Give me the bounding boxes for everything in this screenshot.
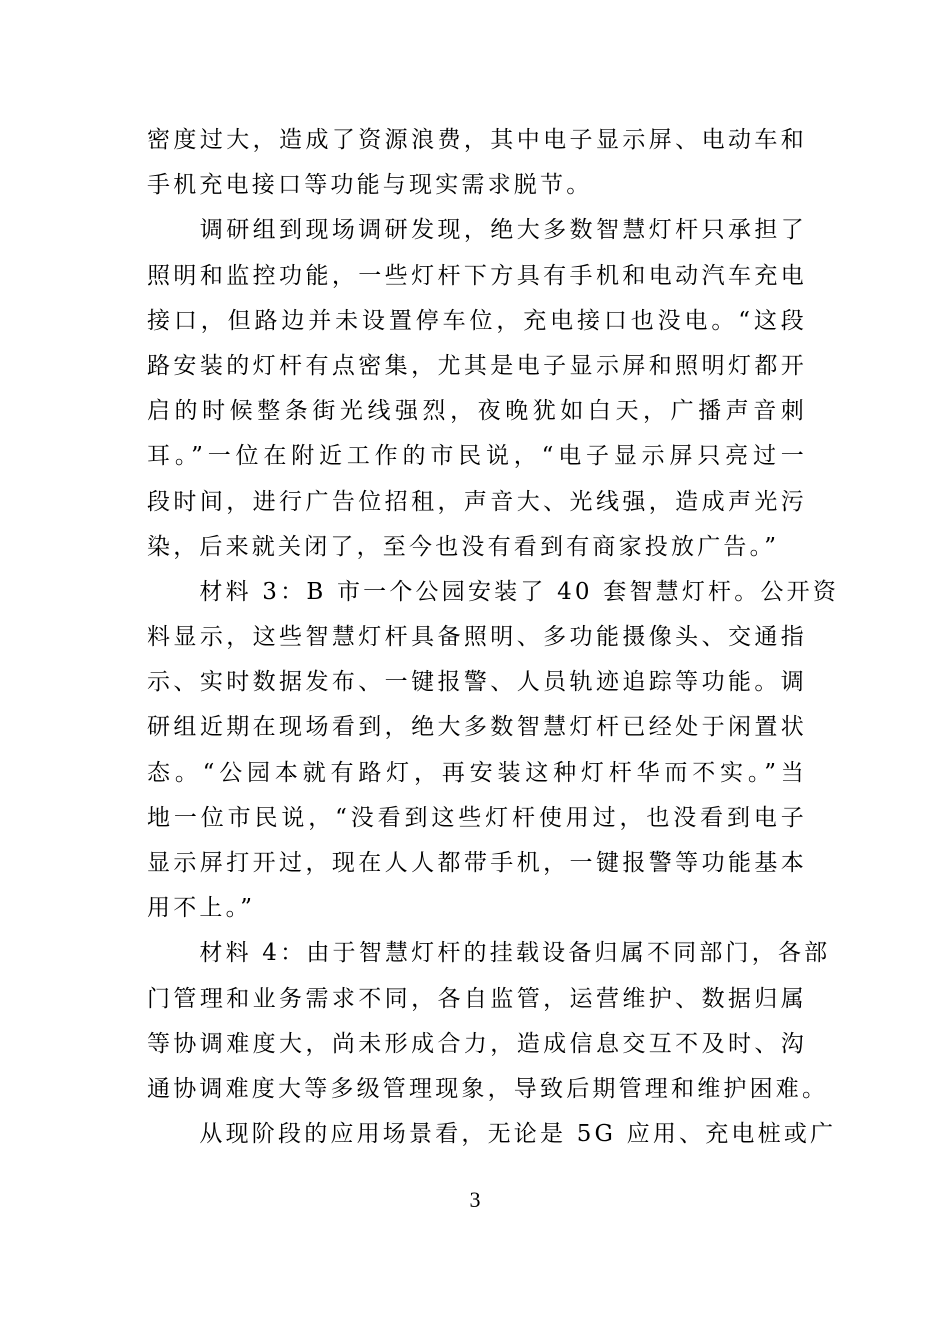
text-line: 接口，但路边并未设置停车位，充电接口也没电。“这段 [147, 307, 807, 334]
text-line: 照明和监控功能，一些灯杆下方具有手机和电动汽车充电 [147, 262, 807, 289]
text-line: 密度过大，造成了资源浪费，其中电子显示屏、电动车和 [147, 127, 807, 153]
text-line: 路安装的灯杆有点密集，尤其是电子显示屏和照明灯都开 [147, 352, 807, 379]
text-line: 耳。”一位在附近工作的市民说，“电子显示屏只亮过一 [147, 443, 807, 470]
text-line: 通协调难度大等多级管理现象，导致后期管理和维护困难。 [147, 1075, 829, 1102]
text-line: 等协调难度大，尚未形成合力，造成信息交互不及时、沟 [147, 1030, 807, 1057]
text-line: 从现阶段的应用场景看，无论是 5G 应用、充电桩或广 [147, 1121, 837, 1148]
text-line: 材料 4：由于智慧灯杆的挂载设备归属不同部门，各部 [147, 940, 831, 967]
text-line: 研组近期在现场看到，绝大多数智慧灯杆已经处于闲置状 [147, 714, 807, 741]
text-line: 显示屏打开过，现在人人都带手机，一键报警等功能基本 [147, 850, 807, 876]
text-line: 材料 3：B 市一个公园安装了 40 套智慧灯杆。公开资 [147, 578, 840, 605]
text-line: 染，后来就关闭了，至今也没有看到有商家投放广告。” [147, 533, 780, 560]
text-line: 门管理和业务需求不同，各自监管，运营维护、数据归属 [147, 985, 807, 1012]
text-line: 用不上。” [147, 895, 256, 922]
page-number: 3 [469, 1187, 481, 1212]
text-line: 手机充电接口等功能与现实需求脱节。 [147, 172, 593, 199]
text-line: 段时间，进行广告位招租，声音大、光线强，造成声光污 [147, 488, 807, 515]
text-line: 示、实时数据发布、一键报警、人员轨迹追踪等功能。调 [147, 669, 807, 696]
text-line: 启的时候整条街光线强烈，夜晚犹如白天，广播声音刺 [147, 398, 807, 425]
text-line: 地一位市民说，“没看到这些灯杆使用过，也没看到电子 [147, 804, 807, 831]
text-line: 料显示，这些智慧灯杆具备照明、多功能摄像头、交通指 [147, 624, 807, 651]
text-line: 态。“公园本就有路灯，再安装这种灯杆华而不实。”当 [147, 759, 807, 786]
text-line: 调研组到现场调研发现，绝大多数智慧灯杆只承担了 [147, 217, 807, 244]
body-text [147, 118, 840, 1157]
